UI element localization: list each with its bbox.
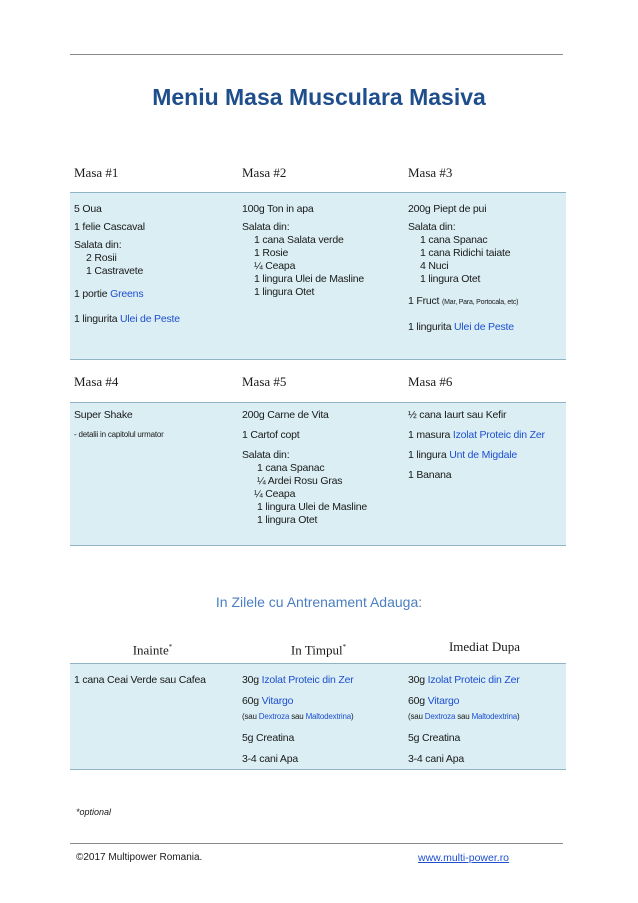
meal-3-sub: 4 Nuci [420,260,449,272]
meal-6-text: 1 masura [408,429,453,441]
training-line [242,674,354,687]
copyright-text: ©2017 Multipower Romania. [76,852,203,863]
meal-5-sub: 1 lingura Ulei de Masline [257,501,367,513]
meal-6-cell [408,409,545,487]
training-line [408,695,520,708]
meal-1-line [74,313,180,326]
training-text: (sau [242,712,259,721]
meal-1-text: 1 portie [74,288,111,300]
meal-6-line [408,449,545,462]
meal-2-sub: 1 lingura Otet [254,286,315,298]
meal-3-line [408,295,518,309]
training-text: 60g [408,695,428,707]
header-in-timpul-label: In Timpul [290,642,343,658]
meal-2-cell [242,203,364,299]
meals-row2-band [70,402,566,546]
page-title: Meniu Masa Musculara Masiva [152,84,486,110]
meal-2-line: Salata din: [242,221,290,233]
meal-3-line [408,321,518,334]
meal-2-line: 100g Ton in apa [242,203,314,215]
meal-1-line: 1 felie Cascaval [74,221,145,233]
meal-1-line: 5 Oua [74,203,102,215]
meal-2-sub: 1 cana Salata verde [254,234,344,246]
training-col-1 [74,674,206,692]
ulei-peste-link[interactable]: Ulei de Peste [120,313,180,325]
meal-5-cell [242,409,367,527]
header-masa-3: Masa #3 [408,165,453,180]
meal-1-line: Salata din: [74,239,122,251]
vitargo-link[interactable]: Vitargo [261,695,294,707]
meal-3-sub: 1 cana Ridichi taiate [420,247,511,259]
izolat-proteic-link[interactable]: Izolat Proteic din Zer [261,674,354,686]
header-masa-4: Masa #4 [74,374,119,389]
meal-5-line: Salata din: [242,449,290,461]
meal-5-sub: 1 cana Spanac [257,462,325,474]
meal-3-text: 1 lingurita [408,321,455,333]
meal-6-line [408,429,545,442]
training-text: sau [455,712,472,721]
meal-4-line: Super Shake [74,409,133,421]
header-inainte-label: Inainte [132,642,169,658]
meals-row1-band [70,192,566,360]
meal-1-line [74,288,180,301]
training-band [70,663,566,770]
meal-3-sub: 1 cana Spanac [420,234,488,246]
meal-1-sub: 1 Castravete [86,265,144,277]
header-imediat-dupa-label: Imediat Dupa [448,639,521,654]
meals-row1-header [70,154,566,192]
meal-3-cell [408,203,518,339]
meal-3-sub: 1 lingura Otet [420,273,481,285]
training-note [408,710,520,723]
ulei-peste-link[interactable]: Ulei de Peste [454,321,514,333]
dextroza-link[interactable]: Dextroza [424,712,456,721]
training-line: 5g Creatina [408,732,461,744]
meal-5-sub: ¼ Ardei Rosu Gras [257,475,343,487]
footer-rule [70,843,563,844]
meal-5-sub: ¼ Ceapa [254,488,296,500]
meal-6-line: ½ cana Iaurt sau Kefir [408,409,507,421]
maltodextrina-link[interactable]: Maltodextrina [471,712,518,721]
training-col-2 [242,674,354,771]
header-star: * [168,643,173,651]
header-inainte [70,632,235,662]
header-in-timpul [236,632,401,662]
meal-6-line: 1 Banana [408,469,452,481]
training-text: ) [517,712,520,721]
meal-3-text: 1 Fruct [408,295,442,307]
website-link[interactable]: www.multi-power.ro [418,852,510,864]
training-line [242,695,354,708]
meal-3-line: 200g Piept de pui [408,203,487,215]
greens-link[interactable]: Greens [110,288,144,300]
training-text: 60g [242,695,262,707]
meal-3-note: (Mar, Para, Portocala, etc) [442,299,519,306]
training-line [408,674,520,687]
training-line: 1 cana Ceai Verde sau Cafea [74,674,206,686]
training-text: sau [289,712,306,721]
header-imediat-dupa [402,632,567,662]
meal-2-sub: ¼ Ceapa [254,260,296,272]
maltodextrina-link[interactable]: Maltodextrina [305,712,352,721]
meal-1-text: 1 lingurita [74,313,121,325]
meal-4-note: - detalii in capitolul urmator [74,430,164,439]
training-section-title: In Zilele cu Antrenament Adauga: [215,594,423,610]
training-text: 30g [408,674,428,686]
meal-4-cell [74,409,164,446]
header-masa-6: Masa #6 [408,374,453,389]
unt-migdale-link[interactable]: Unt de Migdale [449,449,518,461]
training-line: 3-4 cani Apa [408,753,464,765]
meal-5-line: 1 Cartof copt [242,429,300,441]
top-rule [70,54,563,55]
header-masa-1: Masa #1 [74,165,119,180]
meal-1-sub: 2 Rosii [86,252,117,264]
izolat-proteic-link[interactable]: Izolat Proteic din Zer [427,674,520,686]
dextroza-link[interactable]: Dextroza [258,712,290,721]
training-text: ) [351,712,354,721]
meal-2-sub: 1 lingura Ulei de Masline [254,273,364,285]
meal-6-text: 1 lingura [408,449,450,461]
izolat-proteic-link[interactable]: Izolat Proteic din Zer [452,429,545,441]
meal-5-line: 200g Carne de Vita [242,409,329,421]
meal-3-line: Salata din: [408,221,456,233]
training-text: (sau [408,712,425,721]
header-star: * [342,643,347,651]
meal-2-sub: 1 Rosie [254,247,289,259]
header-masa-2: Masa #2 [242,165,287,180]
meal-5-sub: 1 lingura Otet [257,514,318,526]
vitargo-link[interactable]: Vitargo [427,695,460,707]
meal-1-cell [74,203,180,331]
optional-footnote: *optional [76,807,112,817]
training-note [242,710,354,723]
training-col-3 [408,674,520,771]
training-line: 3-4 cani Apa [242,753,298,765]
meals-row2-header [70,363,566,401]
header-masa-5: Masa #5 [242,374,287,389]
training-text: 30g [242,674,262,686]
training-line: 5g Creatina [242,732,295,744]
